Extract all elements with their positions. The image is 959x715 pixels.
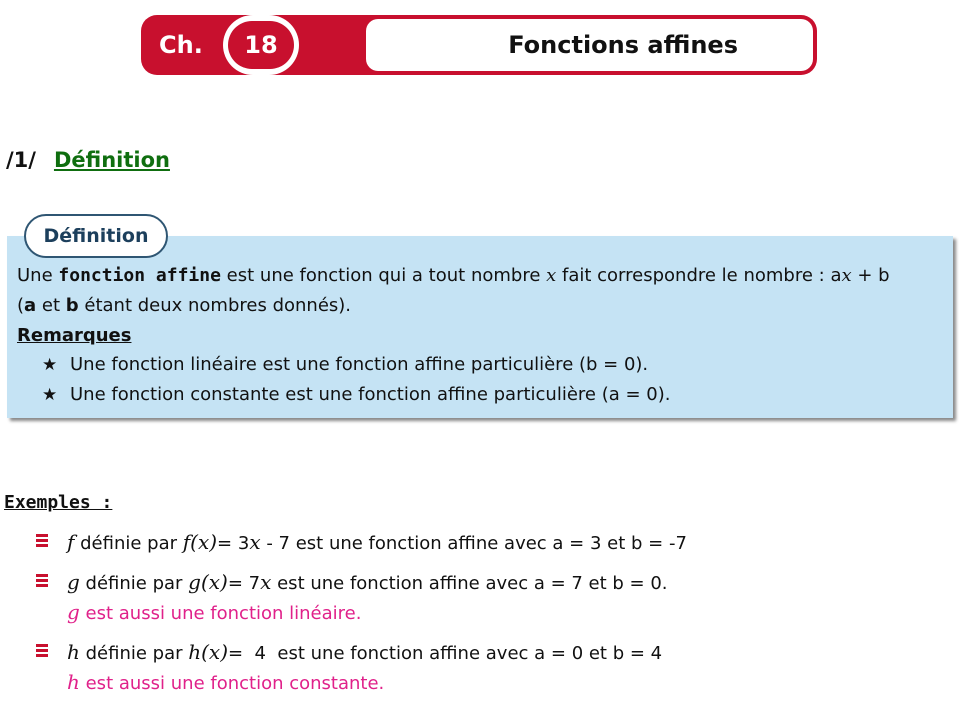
chapter-label: Ch. [159, 31, 203, 59]
def-variable: x [841, 265, 852, 286]
example-variable: x [260, 570, 272, 594]
definition-line-1 [17, 265, 890, 286]
example-text: = 7 [227, 573, 261, 594]
list-bullet-icon [36, 574, 50, 590]
def-text: fait correspondre le nombre : a [556, 265, 842, 286]
def-bold-term: fonction affine [58, 265, 221, 286]
function-name: g [67, 600, 80, 624]
note-text: est aussi une fonction linéaire. [79, 603, 362, 624]
chapter-title: Fonctions affines [508, 31, 738, 59]
remark-text: Une fonction constante est une fonction affine particulière (a = 0). [70, 384, 671, 405]
star-icon: ★ [42, 355, 58, 375]
definition-line-2 [17, 295, 351, 316]
function-name: h [67, 670, 80, 694]
example-item [36, 640, 662, 664]
def-text: + b [851, 265, 890, 286]
section-title: Définition [53, 148, 170, 172]
function-expression: h(x) [188, 640, 228, 664]
example-text: définie par [79, 643, 189, 664]
remark-item [42, 354, 648, 375]
function-name: h [67, 640, 80, 664]
function-expression: f(x) [182, 530, 218, 554]
def-bold-a: a [24, 295, 37, 316]
remarks-title: Remarques [17, 325, 132, 346]
example-note [67, 600, 361, 624]
def-text: étant deux nombres donnés). [78, 295, 352, 316]
example-item [36, 570, 668, 594]
def-variable: x [546, 265, 557, 286]
def-text: ( [17, 295, 25, 316]
def-text: et [36, 295, 66, 316]
example-text: définie par [74, 533, 183, 554]
chapter-number: 18 [228, 21, 294, 69]
examples-title: Exemples : [4, 492, 113, 513]
def-text: est une fonction qui a tout nombre [220, 265, 547, 286]
definition-tab: Définition [24, 214, 168, 258]
remark-text: Une fonction linéaire est une fonction affine particulière (b = 0). [70, 354, 649, 375]
section-heading [6, 148, 170, 172]
example-text: est une fonction affine avec a = 7 et b = 0. [271, 573, 668, 594]
function-name: f [67, 530, 75, 554]
function-expression: g(x) [188, 570, 228, 594]
example-item [36, 530, 687, 554]
star-icon: ★ [42, 385, 58, 405]
example-text: = 4 est une fonction affine avec a = 0 et b = 4 [228, 643, 663, 664]
example-text: - 7 est une fonction affine avec a = 3 et b = -7 [260, 533, 687, 554]
example-text: définie par [79, 573, 189, 594]
section-number: /1/ [6, 148, 36, 172]
list-bullet-icon [36, 534, 50, 550]
def-bold-b: b [65, 295, 79, 316]
def-text: Une [17, 265, 59, 286]
example-variable: x [249, 530, 261, 554]
chapter-banner [141, 15, 817, 75]
function-name: g [67, 570, 80, 594]
example-text: = 3 [217, 533, 250, 554]
remark-item [42, 384, 671, 405]
example-note [67, 670, 384, 694]
note-text: est aussi une fonction constante. [79, 673, 385, 694]
list-bullet-icon [36, 644, 50, 660]
